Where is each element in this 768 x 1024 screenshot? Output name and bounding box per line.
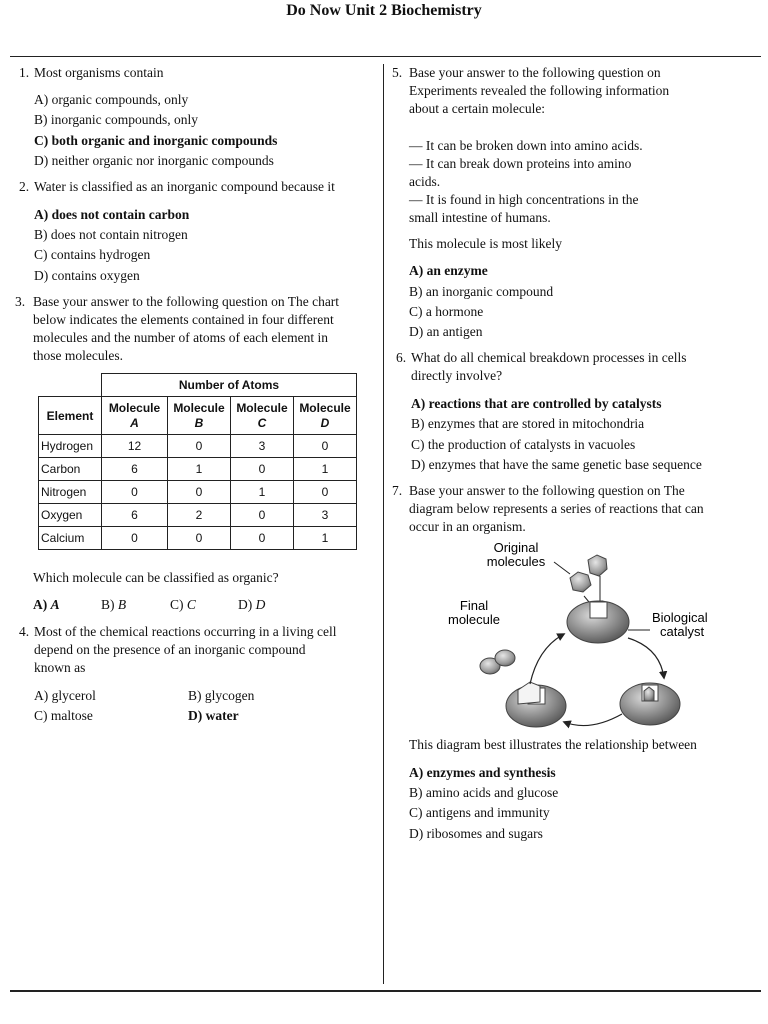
table-blank-cell [39, 374, 102, 397]
q2-option-b[interactable] [34, 226, 188, 244]
table-row [39, 527, 357, 550]
q7-number: 7. [392, 483, 403, 498]
option-letter: B) [34, 112, 48, 127]
q3-option-d[interactable] [238, 596, 265, 614]
q7-stem-line: occur in an organism. [409, 519, 526, 534]
option-letter: A) [411, 396, 426, 411]
table-cell: 0 [231, 458, 294, 481]
table-cell: 12 [102, 435, 168, 458]
q6-option-d[interactable] [411, 456, 702, 474]
top-rule [10, 56, 761, 57]
option-letter: B) [411, 416, 425, 431]
q4-option-b[interactable] [188, 687, 254, 705]
option-letter: C) [409, 304, 423, 319]
q5-stem-line: Base your answer to the following question on [409, 65, 661, 80]
table-cell: 2 [168, 504, 231, 527]
q3-question: Which molecule can be classified as organic? [33, 570, 279, 585]
q5-number: 5. [392, 65, 403, 80]
table-cell: 1 [294, 527, 357, 550]
enzyme-icon [567, 601, 629, 643]
table-cell: 6 [102, 458, 168, 481]
option-text: contains oxygen [51, 268, 140, 283]
option-letter: A) [409, 765, 424, 780]
q4-stem-line: depend on the presence of an inorganic compound [34, 642, 306, 657]
header-word: Molecule [236, 400, 288, 415]
table-cell: 0 [168, 435, 231, 458]
option-letter: A) [34, 688, 49, 703]
q3-stem-line: below indicates the elements contained in four different [33, 312, 334, 327]
option-letter: D) [34, 268, 49, 283]
header-letter: D [320, 415, 330, 430]
option-letter: B) [188, 688, 202, 703]
table-cell: Hydrogen [39, 435, 102, 458]
table-group-header-row [39, 374, 357, 397]
q5-stem-line: about a certain molecule: [409, 101, 546, 116]
option-letter: D) [34, 153, 49, 168]
table-cell: 0 [168, 481, 231, 504]
option-text: A [50, 597, 60, 612]
option-letter: D) [409, 324, 424, 339]
option-letter: D) [409, 826, 424, 841]
enzyme-diagram [438, 538, 718, 734]
header-letter: C [257, 415, 267, 430]
q6-number: 6. [396, 350, 407, 365]
q6-option-a[interactable] [411, 395, 661, 413]
q1-option-a[interactable] [34, 91, 188, 109]
option-text: B [117, 597, 127, 612]
header-letter: B [194, 415, 204, 430]
q7-option-d[interactable] [409, 825, 543, 843]
label-catalyst: catalyst [660, 624, 705, 639]
original-molecule-icon [588, 555, 607, 576]
table-cell: 3 [294, 504, 357, 527]
option-letter: B) [409, 785, 423, 800]
q3-number: 3. [15, 294, 26, 309]
cycle-arrow [530, 634, 564, 684]
q5-stem [409, 64, 669, 118]
q4-option-c[interactable] [34, 707, 93, 725]
q5-fact-line: — It can be broken down into amino acids. [409, 138, 643, 153]
label-biological: Biological [652, 610, 708, 625]
q3-stem-line: Base your answer to the following question on The chart [33, 294, 340, 309]
option-letter: A) [34, 92, 49, 107]
table-cell: 0 [102, 481, 168, 504]
table-cell: Calcium [39, 527, 102, 550]
option-text: ribosomes and sugars [426, 826, 543, 841]
q2-stem: Water is classified as an inorganic compound because it [34, 179, 335, 194]
atoms-table [38, 373, 357, 550]
table-cell: 1 [168, 458, 231, 481]
table-column-header-row [39, 397, 357, 435]
option-text: contains hydrogen [50, 247, 151, 262]
q3-stem-line: those molecules. [33, 348, 123, 363]
q6-stem-line: What do all chemical breakdown processes in cells [411, 350, 687, 365]
option-text: organic compounds, only [51, 92, 189, 107]
q6-option-c[interactable] [411, 436, 635, 454]
label-molecule: molecule [447, 612, 501, 627]
column-divider [383, 64, 384, 984]
table-cell: 0 [231, 527, 294, 550]
option-letter: B) [409, 284, 423, 299]
option-text: D [255, 597, 266, 612]
table-header-molecule-a [102, 397, 168, 435]
q4-stem-line: known as [34, 660, 86, 675]
page-title: Do Now Unit 2 Biochemistry [286, 2, 482, 19]
option-letter: C) [170, 597, 184, 612]
table-cell: 0 [294, 481, 357, 504]
q7-stem-line: diagram below represents a series of reactions that can [409, 501, 704, 516]
table-cell: Oxygen [39, 504, 102, 527]
option-text: the production of catalysts in vacuoles [427, 437, 636, 452]
label-original: Original [493, 540, 539, 555]
option-text: does not contain carbon [51, 207, 190, 222]
option-text: reactions that are controlled by catalysts [428, 396, 662, 411]
option-letter: A) [34, 207, 49, 222]
q1-number: 1. [19, 65, 30, 80]
table-row [39, 504, 357, 527]
table-cell: Nitrogen [39, 481, 102, 504]
option-letter: A) [409, 263, 424, 278]
q3-stem [33, 293, 339, 365]
q6-stem-line: directly involve? [411, 368, 503, 383]
q7-stem [409, 482, 704, 536]
pointer-original [554, 562, 570, 574]
option-letter: C) [411, 437, 425, 452]
option-text: both organic and inorganic compounds [51, 133, 278, 148]
option-letter: C) [34, 133, 49, 148]
option-text: antigens and immunity [425, 805, 550, 820]
option-text: water [205, 708, 239, 723]
label-molecules: molecules [486, 554, 546, 569]
enzyme-icon [620, 683, 680, 725]
enzyme-icon [506, 682, 566, 727]
q5-fact-line: — It is found in high concentrations in the [409, 192, 639, 207]
q4-option-a[interactable] [34, 687, 96, 705]
q5-option-a[interactable] [409, 262, 488, 280]
table-cell: 0 [294, 435, 357, 458]
option-text: glycogen [204, 688, 255, 703]
q7-question: This diagram best illustrates the relationship between [409, 737, 697, 752]
final-molecule-icon [480, 650, 515, 674]
table-cell: 0 [102, 527, 168, 550]
option-letter: D) [411, 457, 426, 472]
option-text: glycerol [51, 688, 96, 703]
option-letter: C) [34, 708, 48, 723]
header-word: Molecule [108, 400, 161, 415]
bottom-rule [10, 990, 761, 992]
q7-option-c[interactable] [409, 804, 550, 822]
option-letter: A) [33, 597, 48, 612]
option-letter: B) [34, 227, 48, 242]
option-text: an antigen [426, 324, 483, 339]
cycle-arrow [564, 714, 622, 726]
option-text: does not contain nitrogen [50, 227, 188, 242]
option-text: an enzyme [426, 263, 488, 278]
q4-stem [34, 623, 337, 677]
option-letter: C) [409, 805, 423, 820]
table-row [39, 458, 357, 481]
q5-fact-line: acids. [409, 174, 441, 189]
table-cell: 1 [231, 481, 294, 504]
table-header-molecule-b [168, 397, 231, 435]
option-letter: D) [238, 597, 253, 612]
option-text: amino acids and glucose [425, 785, 559, 800]
table-cell: 0 [231, 504, 294, 527]
table-row [39, 481, 357, 504]
option-letter: D) [188, 708, 203, 723]
option-text: enzymes that have the same genetic base sequence [428, 457, 702, 472]
table-cell: Carbon [39, 458, 102, 481]
option-text: maltose [50, 708, 93, 723]
header-word: Molecule [173, 400, 225, 415]
q1-option-d[interactable] [34, 152, 274, 170]
original-molecule-icon [570, 572, 591, 592]
table-header-molecule-c [231, 397, 294, 435]
q3-stem-line: molecules and the number of atoms of each element in [33, 330, 329, 345]
option-text: enzymes that are stored in mitochondria [427, 416, 645, 431]
header-word: Molecule [299, 400, 351, 415]
q5-fact-line: small intestine of humans. [409, 210, 551, 225]
q2-option-a[interactable] [34, 206, 189, 224]
table-row [39, 435, 357, 458]
header-letter: A [130, 415, 139, 430]
q5-option-b[interactable] [409, 283, 553, 301]
q5-fact-line: — It can break down proteins into amino [409, 156, 632, 171]
table-header-molecule-d [294, 397, 357, 435]
q2-option-c[interactable] [34, 246, 150, 264]
table-cell: 1 [294, 458, 357, 481]
q2-option-d[interactable] [34, 267, 140, 285]
option-text: enzymes and synthesis [426, 765, 556, 780]
option-text: inorganic compounds, only [50, 112, 198, 127]
q3-option-a[interactable] [33, 596, 60, 614]
option-text: C [186, 597, 196, 612]
q1-stem: Most organisms contain [34, 65, 164, 80]
table-cell: 0 [168, 527, 231, 550]
q3-option-c[interactable] [170, 596, 196, 614]
table-header-element: Element [39, 397, 102, 435]
q5-option-d[interactable] [409, 323, 482, 341]
q7-option-b[interactable] [409, 784, 558, 802]
q1-option-c[interactable] [34, 132, 277, 150]
q5-stem-line: Experiments revealed the following information [409, 83, 670, 98]
q4-number: 4. [19, 624, 30, 639]
q7-option-a[interactable] [409, 764, 556, 782]
option-text: a hormone [425, 304, 484, 319]
q5-option-c[interactable] [409, 303, 483, 321]
option-text: neither organic nor inorganic compounds [51, 153, 274, 168]
table-cell: 3 [231, 435, 294, 458]
q1-option-b[interactable] [34, 111, 198, 129]
q4-option-d[interactable] [188, 707, 239, 725]
q6-stem [411, 349, 687, 385]
q4-stem-line: Most of the chemical reactions occurring in a living cell [34, 624, 337, 639]
q5-facts [409, 137, 643, 227]
q6-option-b[interactable] [411, 415, 644, 433]
cycle-arrow [628, 638, 664, 678]
q3-option-b[interactable] [101, 596, 126, 614]
table-group-header: Number of Atoms [102, 374, 357, 397]
option-letter: B) [101, 597, 115, 612]
table-cell: 6 [102, 504, 168, 527]
q7-stem-line: Base your answer to the following question on The [409, 483, 685, 498]
option-letter: C) [34, 247, 48, 262]
q5-question: This molecule is most likely [409, 236, 562, 251]
option-text: an inorganic compound [425, 284, 554, 299]
q2-number: 2. [19, 179, 30, 194]
label-final: Final [459, 598, 489, 613]
